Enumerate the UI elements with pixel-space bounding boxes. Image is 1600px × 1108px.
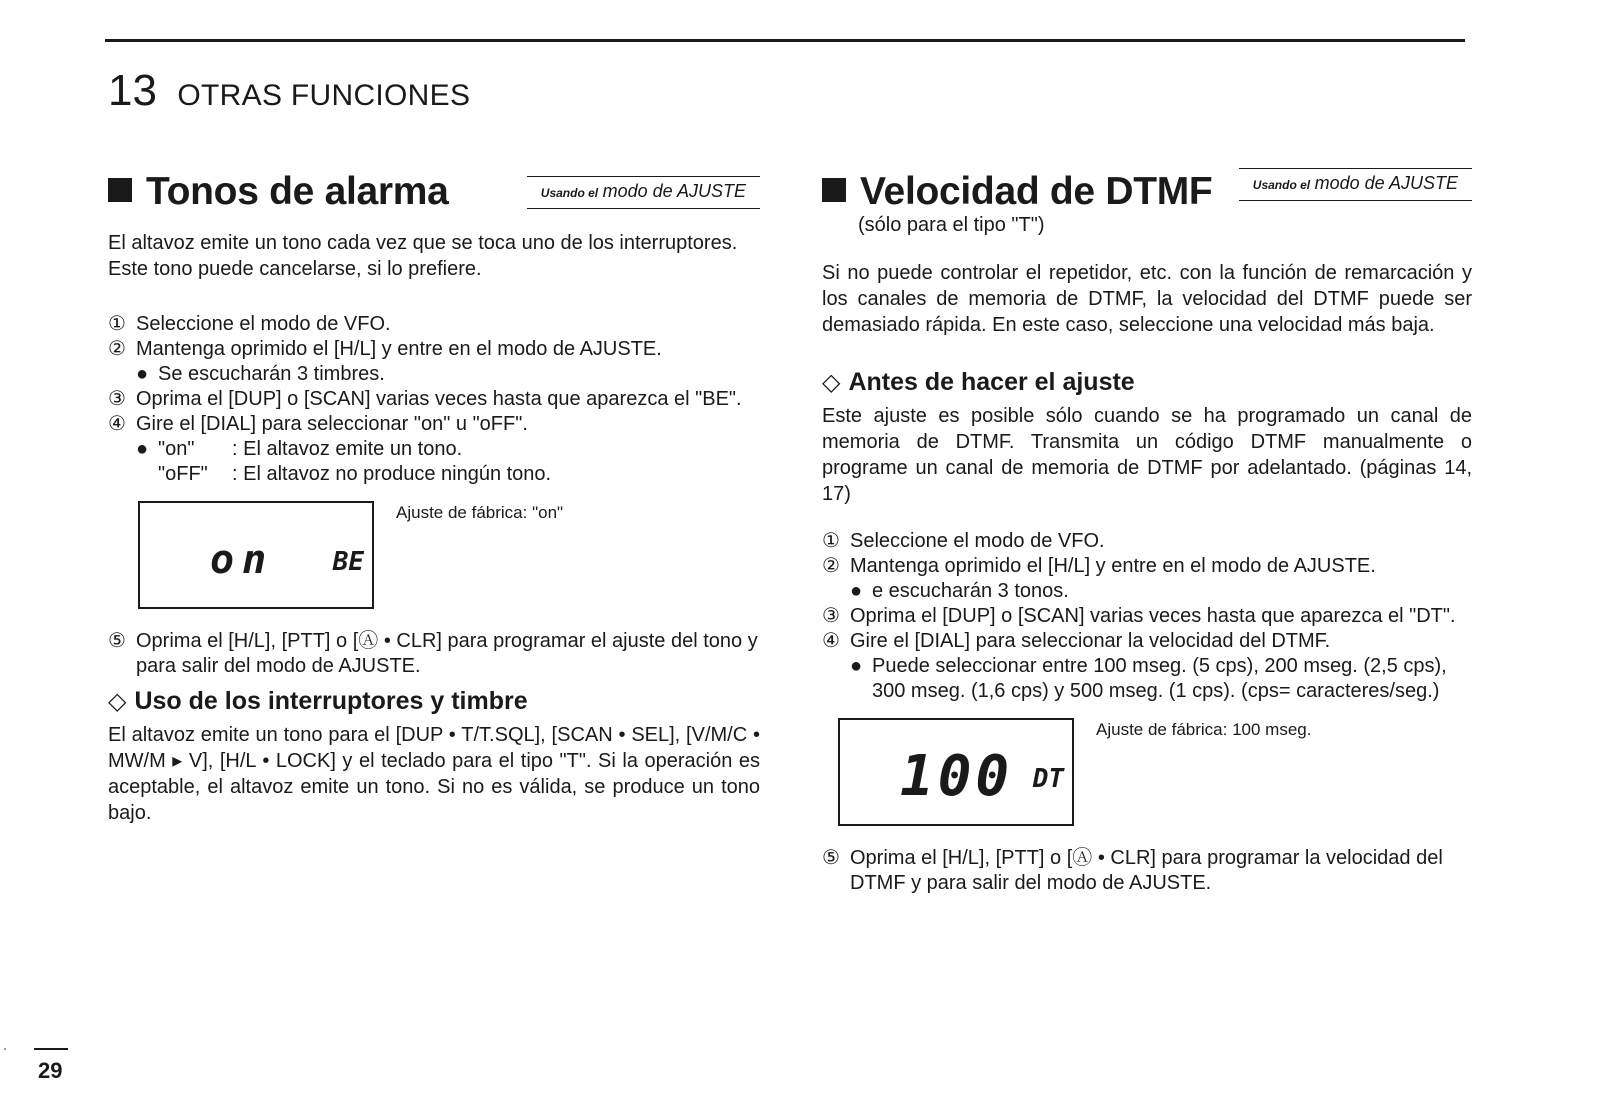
step-number: ④	[822, 630, 840, 652]
section-alarm-tones	[108, 170, 760, 826]
step-item	[822, 554, 1472, 579]
bullet-icon: ●	[850, 655, 863, 677]
step-text: Gire el [DIAL] para seleccionar la velocidad del DTMF.	[850, 630, 1331, 652]
step-text: Oprima el [DUP] o [SCAN] varias veces hasta que aparezca el "BE".	[136, 388, 742, 410]
step-note	[822, 654, 1472, 704]
section-title-text: Velocidad de DTMF	[860, 170, 1213, 213]
margin-mark	[4, 1048, 6, 1050]
intro-text: Si no puede controlar el repetidor, etc. con la función de remarcación y los canales de memoria de DTMF, la velocidad del DTMF puede ser demasiado rápida. En este caso, seleccione una velocidad más baja.	[822, 262, 1472, 336]
step-number: ①	[822, 530, 840, 552]
mode-tag	[527, 176, 760, 209]
bullet-icon: ●	[850, 580, 863, 602]
page-number: 29	[38, 1058, 63, 1083]
mode-tag-small: Usando el	[1252, 178, 1311, 192]
step-text: Oprima el [H/L], [PTT] o [Ⓐ • CLR] para programar el ajuste del tono y para salir del modo de AJUSTE.	[136, 630, 758, 677]
option-row	[108, 462, 760, 487]
step-list	[108, 629, 760, 679]
step-item	[822, 604, 1472, 629]
step-text: Gire el [DIAL] para seleccionar "on" u "oFF".	[136, 413, 528, 435]
step-number: ⑤	[822, 847, 840, 869]
section-title-text: Tonos de alarma	[146, 170, 449, 213]
step-list	[822, 529, 1472, 704]
subsection-title-text: Antes de hacer el ajuste	[848, 368, 1135, 396]
header-rule	[105, 39, 1465, 42]
bullet-icon: ●	[136, 438, 149, 460]
diamond-icon: ◇	[108, 688, 127, 715]
option-desc: : El altavoz no produce ningún tono.	[232, 463, 552, 485]
step-item	[108, 312, 760, 337]
square-bullet-icon	[822, 178, 846, 202]
step-number: ②	[822, 555, 840, 577]
step-item	[108, 629, 760, 679]
step-note	[108, 362, 760, 387]
option-row	[108, 437, 760, 462]
lcd-figure	[822, 718, 1472, 830]
option-key: "oFF"	[158, 463, 208, 485]
step-note-text: Se escucharán 3 timbres.	[158, 363, 385, 385]
step-number: ⑤	[108, 630, 126, 652]
type-note: (sólo para el tipo "T")	[858, 214, 1045, 236]
lcd-figure	[108, 501, 760, 613]
subsection-title	[822, 368, 1472, 397]
step-text: Mantenga oprimido el [H/L] y entre en el modo de AJUSTE.	[136, 338, 662, 360]
step-number: ④	[108, 413, 126, 435]
step-note-text: Puede seleccionar entre 100 mseg. (5 cps), 200 mseg. (2,5 cps), 300 mseg. (1,6 cps) y 500 mseg. (1 cps). (cps= caracteres/seg.)	[872, 655, 1447, 702]
section-title	[822, 170, 1212, 214]
step-text: Mantenga oprimido el [H/L] y entre en el modo de AJUSTE.	[850, 555, 1376, 577]
lcd-sub-readout: DT	[1032, 764, 1064, 794]
step-item	[822, 846, 1472, 896]
mode-tag-big: modo de AJUSTE	[1314, 173, 1458, 193]
mode-tag-big: modo de AJUSTE	[602, 181, 746, 201]
factory-default: Ajuste de fábrica: "on"	[396, 503, 564, 522]
subsection-title-text: Uso de los interruptores y timbre	[134, 687, 528, 715]
subsection-text: Este ajuste es posible sólo cuando se ha programado un canal de memoria de DTMF. Transmita un código DTMF manualmente o programe un canal de memoria de DTMF por adelantado. (páginas 14, 17)	[822, 405, 1472, 505]
section-dtmf-speed	[822, 170, 1472, 896]
step-item	[822, 629, 1472, 654]
step-number: ①	[108, 313, 126, 335]
option-desc: : El altavoz emite un tono.	[232, 438, 463, 460]
lcd-display	[838, 718, 1074, 826]
option-key: "on"	[158, 438, 195, 460]
step-list	[108, 312, 760, 437]
chapter-heading	[108, 66, 470, 116]
lcd-main-readout: 100	[900, 744, 1014, 809]
step-item	[108, 337, 760, 362]
step-list	[822, 846, 1472, 896]
chapter-title: OTRAS FUNCIONES	[177, 79, 471, 112]
factory-default: Ajuste de fábrica: 100 mseg.	[1096, 720, 1312, 739]
lcd-sub-readout: BE	[332, 547, 364, 577]
mode-tag	[1239, 168, 1472, 201]
step-text: Oprima el [DUP] o [SCAN] varias veces hasta que aparezca el "DT".	[850, 605, 1456, 627]
step-number: ③	[822, 605, 840, 627]
lcd-main-readout: on	[210, 537, 275, 583]
step-number: ②	[108, 338, 126, 360]
step-item	[822, 529, 1472, 554]
page-number-rule	[34, 1048, 68, 1050]
step-text: Seleccione el modo de VFO.	[136, 313, 391, 335]
section-title	[108, 170, 449, 214]
bullet-icon: ●	[136, 363, 149, 385]
mode-tag-small: Usando el	[540, 186, 599, 200]
section-header	[822, 170, 1472, 220]
intro-text: El altavoz emite un tono cada vez que se toca uno de los interruptores. Este tono puede cancelarse, si lo prefiere.	[108, 232, 738, 280]
subsection-title	[108, 687, 760, 716]
step-number: ③	[108, 388, 126, 410]
step-note-text: e escucharán 3 tonos.	[872, 580, 1069, 602]
lcd-display	[138, 501, 374, 609]
diamond-icon: ◇	[822, 369, 841, 396]
step-text: Oprima el [H/L], [PTT] o [Ⓐ • CLR] para programar la velocidad del DTMF y para salir del modo de AJUSTE.	[850, 847, 1443, 894]
chapter-number: 13	[108, 66, 157, 115]
subsection-text: El altavoz emite un tono para el [DUP • T/T.SQL], [SCAN • SEL], [V/M/C • MW/M ▸ V], [H/L • LOCK] y el teclado para el tipo "T". Si la operación es aceptable, el altavoz emite un tono. Si no es válida, se produce un tono bajo.	[108, 724, 760, 824]
step-item	[108, 387, 760, 412]
section-header	[108, 170, 760, 220]
step-item	[108, 412, 760, 437]
square-bullet-icon	[108, 178, 132, 202]
step-text: Seleccione el modo de VFO.	[850, 530, 1105, 552]
step-note	[822, 579, 1472, 604]
